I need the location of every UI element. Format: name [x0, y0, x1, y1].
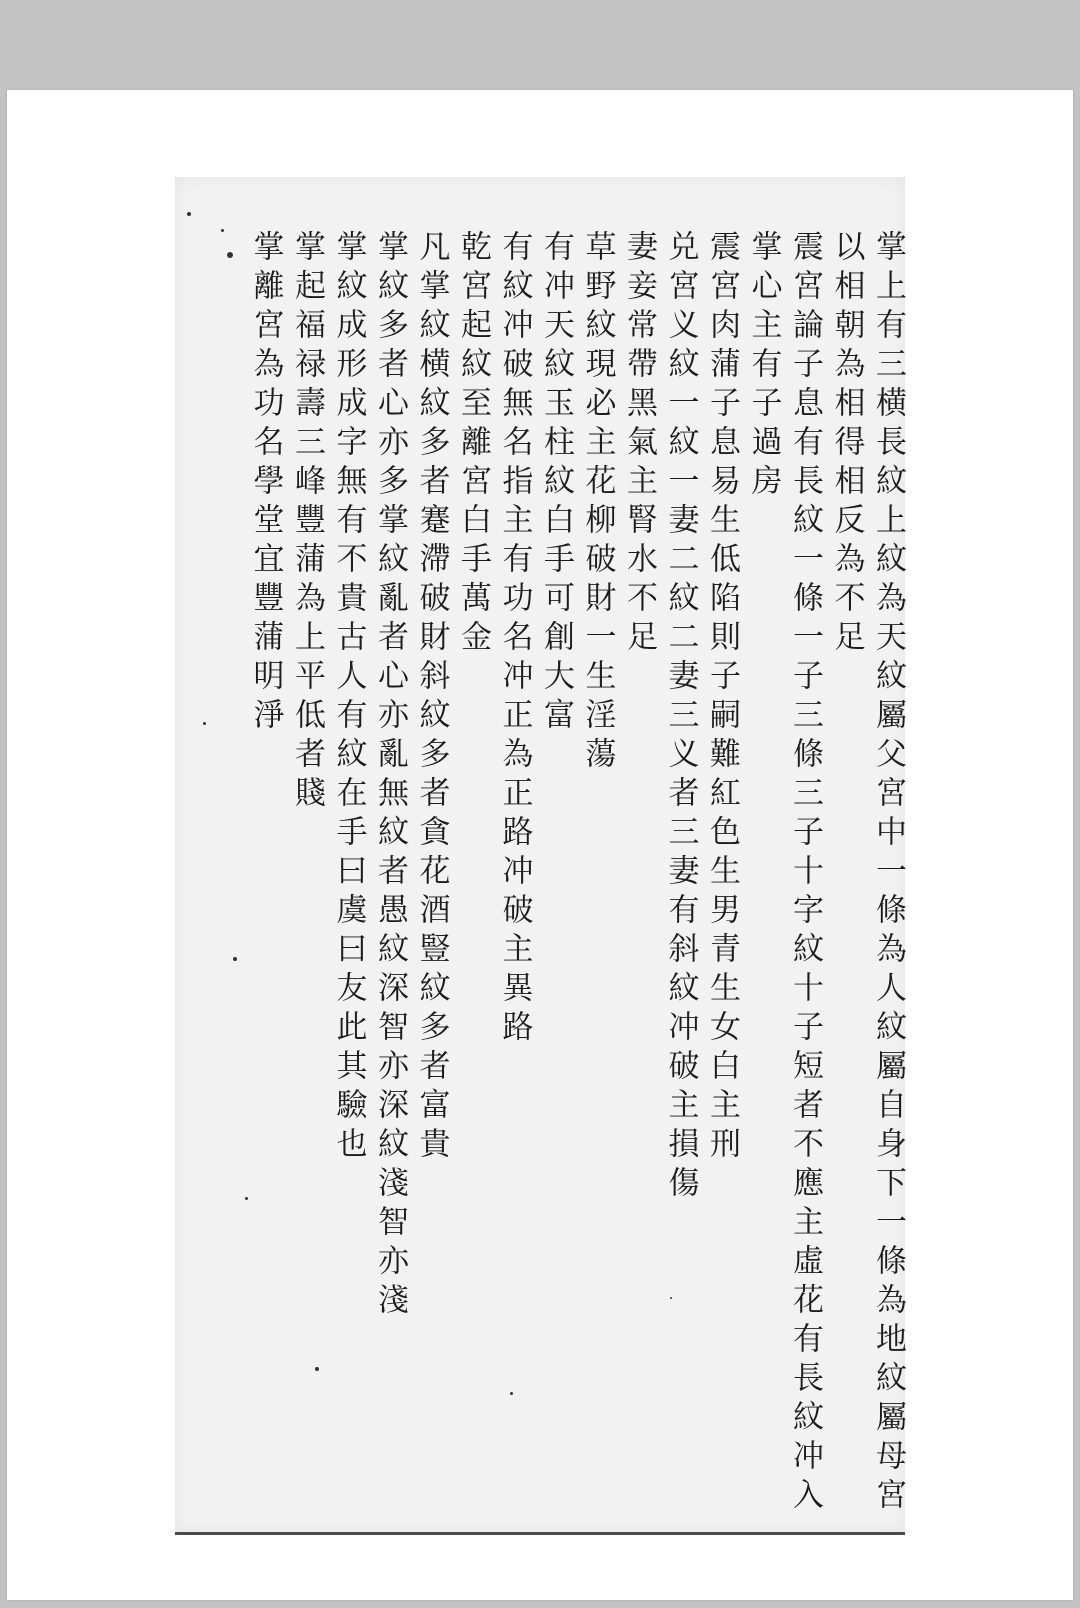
- vertical-text: [240, 230, 908, 1530]
- text-column: 有冲天紋玉柱紋白手可創大富: [538, 230, 574, 737]
- ink-speck: [227, 252, 233, 258]
- text-column: 有紋冲破無名指主有功名冲正為正路冲破主異路: [496, 230, 533, 1049]
- text-column: 掌起福禄壽三峰豐蒲為上平低者賤: [289, 230, 325, 815]
- text-column: 掌上有三横長紋上紋為天紋屬父宮中一條為人紋屬自身下一條為地紋屬母宮: [870, 230, 906, 1517]
- text-column: 掌紋成形成字無有不貴古人有紋在手曰虞曰友此其驗也: [330, 230, 367, 1166]
- ink-speck: [221, 229, 224, 232]
- ink-speck: [187, 212, 191, 216]
- text-column: 兑宮义紋一紋一妻二紋二妻三义者三妻有斜紋冲破主損傷: [662, 230, 699, 1205]
- ink-speck: [203, 722, 206, 725]
- text-column: 以相朝為相得相反為不足: [828, 230, 865, 659]
- text-column: 凡掌紋横紋多者蹇滯破財斜紋多者貪花酒豎紋多者富貴: [413, 230, 450, 1166]
- text-column: 震宮肉蒲子息易生低陷則子嗣難紅色生男青生女白主刑: [704, 230, 740, 1166]
- ink-speck: [233, 957, 237, 961]
- text-column: 掌紋多者心亦多掌紋亂者心亦亂無紋者愚紋深智亦深紋淺智亦淺: [372, 230, 408, 1322]
- text-column: 震宮論子息有長紋一條一子三條三子十字紋十子短者不應主虛花有長紋冲入: [787, 230, 823, 1517]
- text-column: 妻妾常帶黑氣主腎水不足: [621, 230, 657, 659]
- text-column: 草野紋現必主花柳破財一生淫蕩: [579, 230, 616, 776]
- text-column: 掌離宮為功名學堂宜豐蒲明淨: [247, 230, 284, 737]
- text-column: 掌心主有子過房: [745, 230, 782, 503]
- text-column: 乾宮起紋至離宮白手萬金: [455, 230, 491, 659]
